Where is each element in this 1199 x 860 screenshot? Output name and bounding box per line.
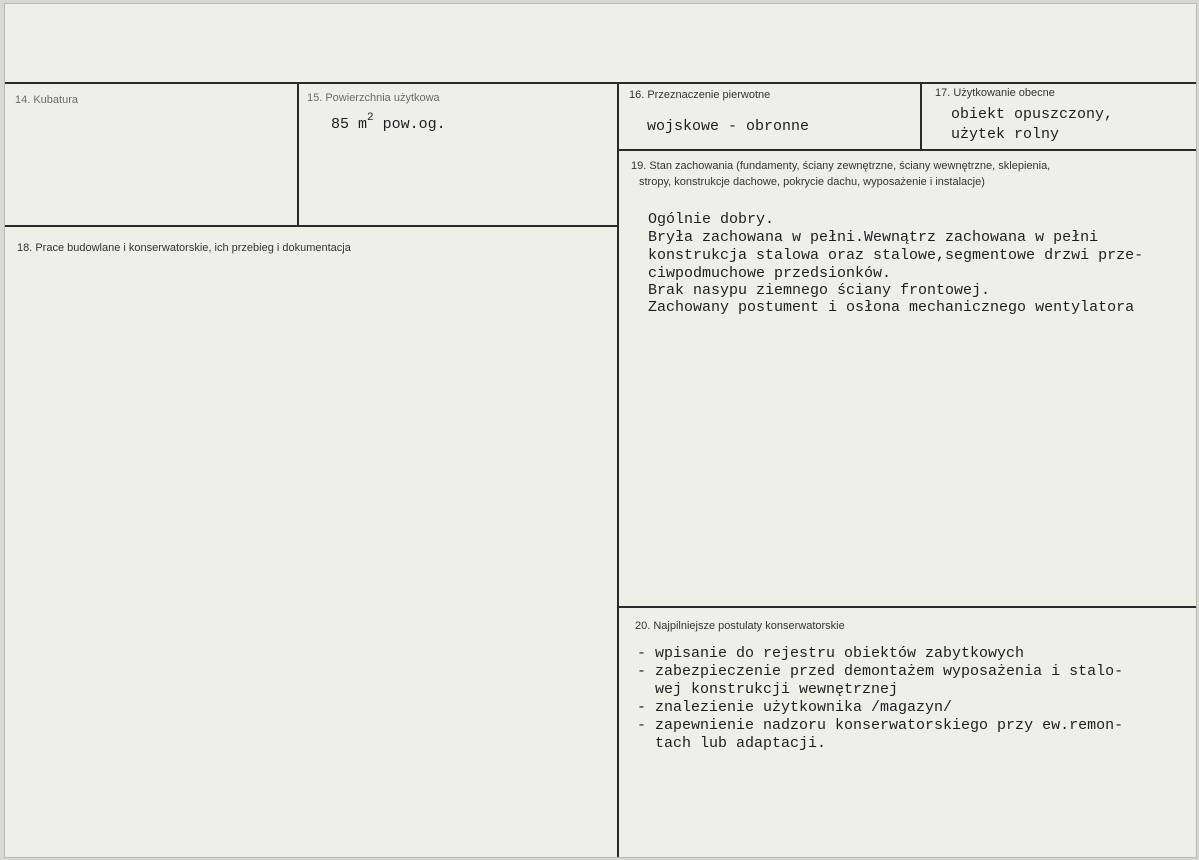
field-19-label-line-2: stropy, konstrukcje dachowe, pokrycie dachu, wyposażenie i instalacje): [639, 176, 985, 188]
field-15-label: 15. Powierzchnia użytkowa: [307, 92, 440, 104]
record-card: [4, 3, 1197, 858]
field-20-line-5: - zapewnienie nadzoru konserwatorskiego przy ew.remon-: [637, 717, 1124, 734]
center-divider: [617, 82, 619, 857]
field-19-line-3: konstrukcja stalowa oraz stalowe,segmentowe drzwi prze-: [648, 247, 1144, 264]
field-17-label: 17. Użytkowanie obecne: [935, 87, 1055, 99]
field-20-line-4: - znalezienie użytkownika /magazyn/: [637, 699, 953, 716]
field-19-label-line-1: 19. Stan zachowania (fundamenty, ściany zewnętrzne, ściany wewnętrzne, sklepienia,: [631, 160, 1051, 172]
divider-16-17: [920, 82, 922, 151]
field-19-line-6: Zachowany postument i osłona mechanicznego wentylatora: [648, 299, 1135, 316]
field-20-line-1: - wpisanie do rejestru obiektów zabytkowych: [637, 645, 1025, 662]
field-19-line-1: Ogólnie dobry.: [648, 211, 775, 228]
field-16-value: wojskowe - obronne: [647, 118, 810, 135]
area-unit: m: [358, 116, 368, 133]
area-suffix: pow.og.: [382, 116, 446, 133]
field-17-line-1: obiekt opuszczony,: [951, 106, 1114, 123]
field-20-line-2: - zabezpieczenie przed demontażem wyposażenia i stalo-: [637, 663, 1124, 680]
row-divider-left: [5, 225, 617, 227]
field-19-line-5: Brak nasypu ziemnego ściany frontowej.: [648, 282, 991, 299]
field-19-line-4: ciwpodmuchowe przedsionków.: [648, 265, 892, 282]
divider-14-15: [297, 82, 299, 227]
field-20-line-6: tach lub adaptacji.: [637, 735, 827, 752]
field-17-line-2: użytek rolny: [951, 126, 1060, 143]
field-18-label: 18. Prace budowlane i konserwatorskie, ich przebieg i dokumentacja: [17, 242, 351, 254]
area-exponent: 2: [367, 112, 374, 124]
field-19-line-2: Bryła zachowana w pełni.Wewnątrz zachowana w pełni: [648, 229, 1099, 246]
field-20-label: 20. Najpilniejsze postulaty konserwatorskie: [635, 620, 845, 632]
divider-above-20: [619, 606, 1196, 608]
field-14-label: 14. Kubatura: [15, 94, 78, 106]
area-number: 85: [331, 116, 350, 133]
field-15-value: [331, 112, 446, 133]
top-rule: [5, 82, 1196, 84]
field-20-line-3: wej konstrukcji wewnętrznej: [637, 681, 899, 698]
field-16-label: 16. Przeznaczenie pierwotne: [629, 89, 771, 101]
divider-below-16-17: [619, 149, 1196, 151]
